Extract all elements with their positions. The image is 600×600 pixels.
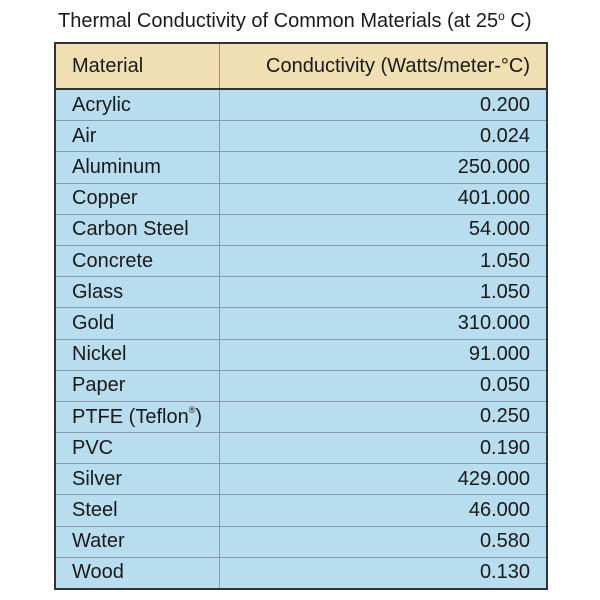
conductivity-value: 54.000	[219, 214, 547, 245]
chart-title	[58, 4, 532, 33]
material-name-cell	[55, 401, 219, 432]
table-row	[55, 401, 547, 432]
material-name: Wood	[72, 561, 124, 584]
material-name: Air	[72, 124, 97, 147]
table-row	[55, 526, 547, 557]
table-row	[55, 370, 547, 401]
material-name: PVC	[72, 436, 114, 459]
table-row	[55, 214, 547, 245]
material-name-cell	[55, 557, 219, 589]
material-name-cell	[55, 277, 219, 308]
conductivity-value: 0.200	[219, 89, 547, 121]
table-row	[55, 277, 547, 308]
conductivity-value: 91.000	[219, 339, 547, 370]
material-name-cell	[55, 152, 219, 183]
material-name: Silver	[72, 467, 123, 490]
material-name-cell	[55, 339, 219, 370]
conductivity-table	[54, 42, 548, 590]
table-row	[55, 121, 547, 152]
conductivity-value: 310.000	[219, 308, 547, 339]
material-name: Aluminum	[72, 155, 161, 178]
table-row	[55, 89, 547, 121]
material-name-cell	[55, 245, 219, 276]
material-name-cell	[55, 526, 219, 557]
conductivity-value: 0.130	[219, 557, 547, 589]
table-row	[55, 495, 547, 526]
table-row	[55, 152, 547, 183]
header-row	[55, 43, 547, 89]
conductivity-value: 0.024	[219, 121, 547, 152]
chart-title-text: Thermal Conductivity of Common Materials (at 25	[58, 10, 499, 32]
material-name-cell	[55, 308, 219, 339]
material-name: Nickel	[72, 343, 127, 366]
material-name: Gold	[72, 311, 115, 334]
conductivity-value: 429.000	[219, 464, 547, 495]
material-name: Glass	[72, 280, 124, 303]
closing-paren: )	[195, 405, 203, 428]
material-name-cell	[55, 433, 219, 464]
table-row	[55, 308, 547, 339]
chart-title-suffix: C)	[504, 10, 532, 32]
table-row	[55, 245, 547, 276]
conductivity-value: 0.250	[219, 401, 547, 432]
material-name-cell	[55, 495, 219, 526]
material-name: PTFE (Teflon	[72, 405, 189, 428]
registered-mark: ®	[188, 404, 196, 415]
conductivity-value: 0.190	[219, 433, 547, 464]
table-body	[55, 89, 547, 589]
material-name: Copper	[72, 187, 138, 210]
table-row	[55, 464, 547, 495]
degree-symbol: o	[498, 9, 505, 23]
material-name-cell	[55, 370, 219, 401]
material-name: Paper	[72, 374, 126, 397]
table-row	[55, 183, 547, 214]
conductivity-value: 1.050	[219, 277, 547, 308]
conductivity-value: 401.000	[219, 183, 547, 214]
material-name-cell	[55, 121, 219, 152]
conductivity-value: 46.000	[219, 495, 547, 526]
material-name-cell	[55, 89, 219, 121]
table-row	[55, 557, 547, 589]
material-name: Acrylic	[72, 93, 131, 116]
material-column-header: Material	[55, 43, 219, 89]
material-name: Carbon Steel	[72, 218, 189, 241]
conductivity-value: 1.050	[219, 245, 547, 276]
conductivity-value: 250.000	[219, 152, 547, 183]
table-row	[55, 339, 547, 370]
material-name: Steel	[72, 499, 118, 522]
material-name-cell	[55, 464, 219, 495]
conductivity-value: 0.580	[219, 526, 547, 557]
material-name-cell	[55, 183, 219, 214]
material-name: Water	[72, 530, 125, 553]
conductivity-column-header: Conductivity (Watts/meter-°C)	[219, 43, 547, 89]
material-name: Concrete	[72, 249, 154, 272]
table-row	[55, 433, 547, 464]
material-name-cell	[55, 214, 219, 245]
conductivity-value: 0.050	[219, 370, 547, 401]
